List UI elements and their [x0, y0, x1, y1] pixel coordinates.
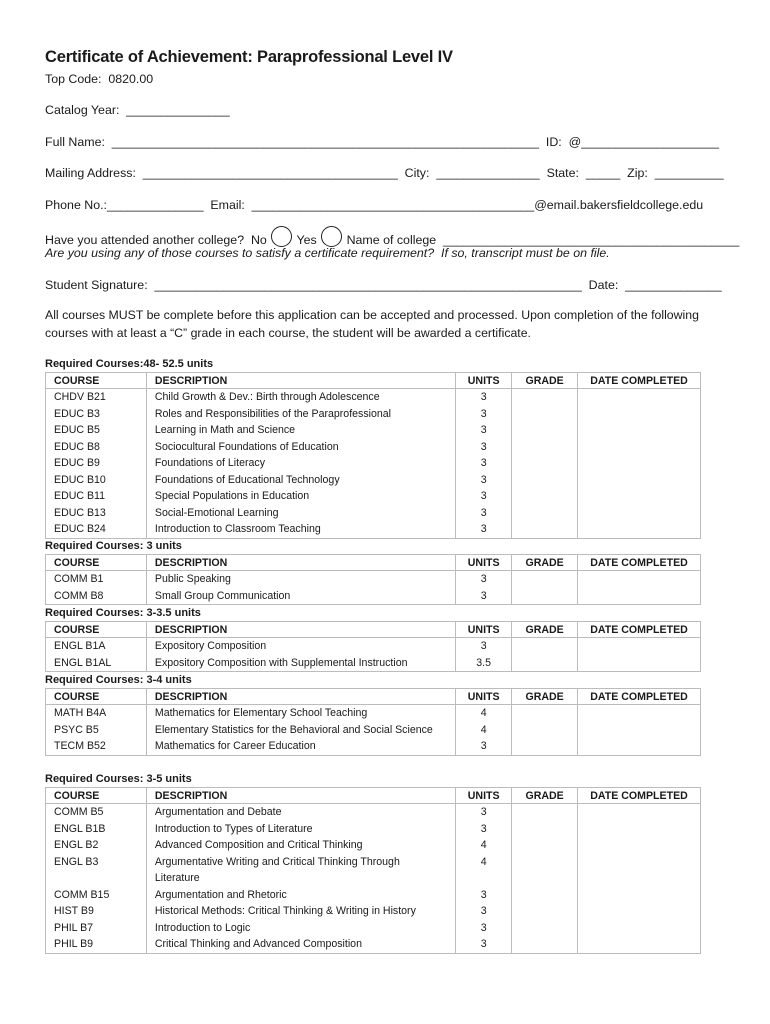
date-completed-cell[interactable] — [578, 705, 701, 722]
course-description: Critical Thinking and Advanced Composition — [146, 936, 455, 953]
course-code: EDUC B13 — [46, 505, 147, 522]
catalog-year-field[interactable]: Catalog Year: _______________ — [45, 103, 230, 117]
course-code: EDUC B8 — [46, 439, 147, 456]
course-table — [45, 621, 701, 672]
col-header-date: DATE COMPLETED — [578, 622, 701, 638]
course-description: Child Growth & Dev.: Birth through Adolescence — [146, 389, 455, 406]
date-completed-cell[interactable] — [578, 389, 701, 406]
course-code: PHIL B9 — [46, 936, 147, 953]
course-code: PHIL B7 — [46, 920, 147, 937]
course-description: Foundations of Literacy — [146, 455, 455, 472]
course-code: ENGL B3 — [46, 854, 147, 887]
col-header-date: DATE COMPLETED — [578, 373, 701, 389]
course-units: 4 — [456, 722, 512, 739]
course-table — [45, 787, 701, 954]
table-row — [46, 821, 701, 838]
col-header-course: COURSE — [46, 788, 147, 804]
intro-paragraph: All courses MUST be complete before this application can be accepted and processed. Upon completion of the following courses with at least a “C” grade in each course, the student will be awarded a certificate. — [45, 308, 699, 340]
date-completed-cell[interactable] — [578, 439, 701, 456]
table-row — [46, 588, 701, 605]
grade-cell[interactable] — [512, 472, 578, 489]
course-code: EDUC B10 — [46, 472, 147, 489]
table-header-row — [46, 373, 701, 389]
course-units: 4 — [456, 705, 512, 722]
course-units: 3 — [456, 804, 512, 821]
college-name-field[interactable]: Name of college ___________________________________________ — [343, 233, 740, 247]
col-header-course: COURSE — [46, 373, 147, 389]
course-code: ENGL B2 — [46, 837, 147, 854]
course-table — [45, 372, 701, 539]
table-row — [46, 903, 701, 920]
course-code: COMM B15 — [46, 887, 147, 904]
course-units: 3 — [456, 920, 512, 937]
table-row — [46, 738, 701, 755]
course-description: Roles and Responsibilities of the Paraprofessional — [146, 406, 455, 423]
table-row — [46, 472, 701, 489]
course-units: 3 — [456, 521, 512, 538]
course-code: ENGL B1AL — [46, 655, 147, 672]
col-header-date: DATE COMPLETED — [578, 555, 701, 571]
date-completed-cell[interactable] — [578, 521, 701, 538]
table-row — [46, 571, 701, 588]
date-completed-cell[interactable] — [578, 722, 701, 739]
table-row — [46, 804, 701, 821]
date-completed-cell[interactable] — [578, 638, 701, 655]
grade-cell[interactable] — [512, 804, 578, 821]
phone-email-field[interactable]: Phone No.:______________ Email: _________________________________________@email.bakersfieldcollege.edu — [45, 198, 704, 212]
course-code: COMM B5 — [46, 804, 147, 821]
date-completed-cell[interactable] — [578, 406, 701, 423]
table-header-row — [46, 555, 701, 571]
course-units: 3 — [456, 738, 512, 755]
col-header-units: UNITS — [456, 622, 512, 638]
grade-cell[interactable] — [512, 588, 578, 605]
course-description: Small Group Communication — [146, 588, 455, 605]
col-header-description: DESCRIPTION — [146, 555, 455, 571]
course-description: Public Speaking — [146, 571, 455, 588]
course-code: EDUC B24 — [46, 521, 147, 538]
course-units: 4 — [456, 837, 512, 854]
course-description: Historical Methods: Critical Thinking & Writing in History — [146, 903, 455, 920]
table-row — [46, 722, 701, 739]
grade-cell[interactable] — [512, 389, 578, 406]
course-code: HIST B9 — [46, 903, 147, 920]
course-units: 3 — [456, 638, 512, 655]
table-row — [46, 655, 701, 672]
date-completed-cell[interactable] — [578, 887, 701, 904]
course-code: PSYC B5 — [46, 722, 147, 739]
table-row — [46, 505, 701, 522]
grade-cell[interactable] — [512, 738, 578, 755]
table-row — [46, 638, 701, 655]
course-units: 3 — [456, 389, 512, 406]
course-description: Elementary Statistics for the Behavioral and Social Science — [146, 722, 455, 739]
col-header-units: UNITS — [456, 788, 512, 804]
table-row — [46, 887, 701, 904]
course-units: 3 — [456, 406, 512, 423]
grade-cell[interactable] — [512, 422, 578, 439]
no-radio[interactable] — [271, 226, 292, 247]
section-heading: Required Courses: 3-5 units — [45, 773, 192, 785]
course-code: MATH B4A — [46, 705, 147, 722]
course-description: Introduction to Classroom Teaching — [146, 521, 455, 538]
full-name-id-field[interactable]: Full Name: ______________________________________________________________ ID: @____________________ — [45, 135, 720, 149]
course-description: Advanced Composition and Critical Thinking — [146, 837, 455, 854]
table-row — [46, 422, 701, 439]
transcript-note: Are you using any of those courses to satisfy a certificate requirement? If so, transcript must be on file. — [45, 246, 610, 260]
course-description: Sociocultural Foundations of Education — [146, 439, 455, 456]
course-description: Argumentation and Debate — [146, 804, 455, 821]
course-units: 4 — [456, 854, 512, 887]
grade-cell[interactable] — [512, 854, 578, 887]
course-code: EDUC B5 — [46, 422, 147, 439]
date-completed-cell[interactable] — [578, 422, 701, 439]
col-header-course: COURSE — [46, 622, 147, 638]
course-code: COMM B1 — [46, 571, 147, 588]
course-code: TECM B52 — [46, 738, 147, 755]
grade-cell[interactable] — [512, 505, 578, 522]
course-units: 3 — [456, 903, 512, 920]
course-table — [45, 554, 701, 605]
table-row — [46, 705, 701, 722]
course-description: Social-Emotional Learning — [146, 505, 455, 522]
col-header-grade: GRADE — [512, 373, 578, 389]
yes-radio[interactable] — [321, 226, 342, 247]
course-description: Learning in Math and Science — [146, 422, 455, 439]
course-units: 3 — [456, 936, 512, 953]
attended-label: Have you attended another college? No — [45, 233, 271, 247]
col-header-date: DATE COMPLETED — [578, 788, 701, 804]
course-description: Argumentation and Rhetoric — [146, 887, 455, 904]
course-units: 3 — [456, 455, 512, 472]
course-units: 3 — [456, 571, 512, 588]
section-heading: Required Courses: 3 units — [45, 540, 182, 552]
col-header-units: UNITS — [456, 373, 512, 389]
grade-cell[interactable] — [512, 920, 578, 937]
date-completed-cell[interactable] — [578, 854, 701, 887]
col-header-units: UNITS — [456, 689, 512, 705]
course-description: Mathematics for Career Education — [146, 738, 455, 755]
table-row — [46, 920, 701, 937]
col-header-course: COURSE — [46, 555, 147, 571]
col-header-grade: GRADE — [512, 689, 578, 705]
section-heading: Required Courses: 3-4 units — [45, 674, 192, 686]
date-completed-cell[interactable] — [578, 488, 701, 505]
course-table — [45, 688, 701, 756]
table-row — [46, 854, 701, 887]
grade-cell[interactable] — [512, 655, 578, 672]
date-completed-cell[interactable] — [578, 571, 701, 588]
course-units: 3.5 — [456, 655, 512, 672]
date-completed-cell[interactable] — [578, 903, 701, 920]
date-completed-cell[interactable] — [578, 505, 701, 522]
grade-cell[interactable] — [512, 903, 578, 920]
date-completed-cell[interactable] — [578, 738, 701, 755]
date-completed-cell[interactable] — [578, 455, 701, 472]
section-heading: Required Courses: 3-3.5 units — [45, 607, 201, 619]
grade-cell[interactable] — [512, 837, 578, 854]
course-code: EDUC B3 — [46, 406, 147, 423]
date-completed-cell[interactable] — [578, 920, 701, 937]
grade-cell[interactable] — [512, 571, 578, 588]
date-completed-cell[interactable] — [578, 821, 701, 838]
table-header-row — [46, 622, 701, 638]
course-description: Foundations of Educational Technology — [146, 472, 455, 489]
grade-cell[interactable] — [512, 936, 578, 953]
col-header-course: COURSE — [46, 689, 147, 705]
date-completed-cell[interactable] — [578, 655, 701, 672]
table-row — [46, 521, 701, 538]
col-header-units: UNITS — [456, 555, 512, 571]
course-description: Introduction to Logic — [146, 920, 455, 937]
grade-cell[interactable] — [512, 455, 578, 472]
grade-cell[interactable] — [512, 705, 578, 722]
date-completed-cell[interactable] — [578, 837, 701, 854]
course-description: Introduction to Types of Literature — [146, 821, 455, 838]
course-code: ENGL B1B — [46, 821, 147, 838]
page-title: Certificate of Achievement: Paraprofessional Level IV — [45, 48, 453, 66]
course-description: Expository Composition — [146, 638, 455, 655]
course-code: ENGL B1A — [46, 638, 147, 655]
date-completed-cell[interactable] — [578, 804, 701, 821]
top-code: Top Code: 0820.00 — [45, 72, 154, 86]
course-units: 3 — [456, 588, 512, 605]
section-heading: Required Courses:48- 52.5 units — [45, 358, 214, 370]
course-units: 3 — [456, 422, 512, 439]
course-code: CHDV B21 — [46, 389, 147, 406]
table-row — [46, 488, 701, 505]
grade-cell[interactable] — [512, 821, 578, 838]
course-description: Expository Composition with Supplemental Instruction — [146, 655, 455, 672]
grade-cell[interactable] — [512, 887, 578, 904]
table-header-row — [46, 788, 701, 804]
grade-cell[interactable] — [512, 406, 578, 423]
table-row — [46, 406, 701, 423]
date-completed-cell[interactable] — [578, 588, 701, 605]
col-header-grade: GRADE — [512, 788, 578, 804]
col-header-description: DESCRIPTION — [146, 373, 455, 389]
course-units: 3 — [456, 488, 512, 505]
course-code: EDUC B11 — [46, 488, 147, 505]
course-description: Special Populations in Education — [146, 488, 455, 505]
course-units: 3 — [456, 439, 512, 456]
col-header-grade: GRADE — [512, 555, 578, 571]
table-header-row — [46, 689, 701, 705]
grade-cell[interactable] — [512, 722, 578, 739]
course-code: EDUC B9 — [46, 455, 147, 472]
table-row — [46, 439, 701, 456]
grade-cell[interactable] — [512, 488, 578, 505]
mailing-address-field[interactable]: Mailing Address: _____________________________________ City: _______________ State: _____ Zip: __________ — [45, 166, 724, 180]
grade-cell[interactable] — [512, 521, 578, 538]
date-completed-cell[interactable] — [578, 472, 701, 489]
col-header-description: DESCRIPTION — [146, 788, 455, 804]
grade-cell[interactable] — [512, 638, 578, 655]
course-description: Argumentative Writing and Critical Thinking Through Literature — [146, 854, 455, 887]
course-units: 3 — [456, 472, 512, 489]
course-code: COMM B8 — [46, 588, 147, 605]
signature-date-field[interactable]: Student Signature: ______________________________________________________________ Date: ______________ — [45, 278, 722, 292]
course-units: 3 — [456, 505, 512, 522]
grade-cell[interactable] — [512, 439, 578, 456]
col-header-grade: GRADE — [512, 622, 578, 638]
col-header-description: DESCRIPTION — [146, 622, 455, 638]
course-units: 3 — [456, 887, 512, 904]
course-description: Mathematics for Elementary School Teaching — [146, 705, 455, 722]
yes-label: Yes — [293, 233, 321, 247]
table-row — [46, 936, 701, 953]
course-units: 3 — [456, 821, 512, 838]
table-row — [46, 837, 701, 854]
table-row — [46, 389, 701, 406]
col-header-date: DATE COMPLETED — [578, 689, 701, 705]
date-completed-cell[interactable] — [578, 936, 701, 953]
table-row — [46, 455, 701, 472]
col-header-description: DESCRIPTION — [146, 689, 455, 705]
